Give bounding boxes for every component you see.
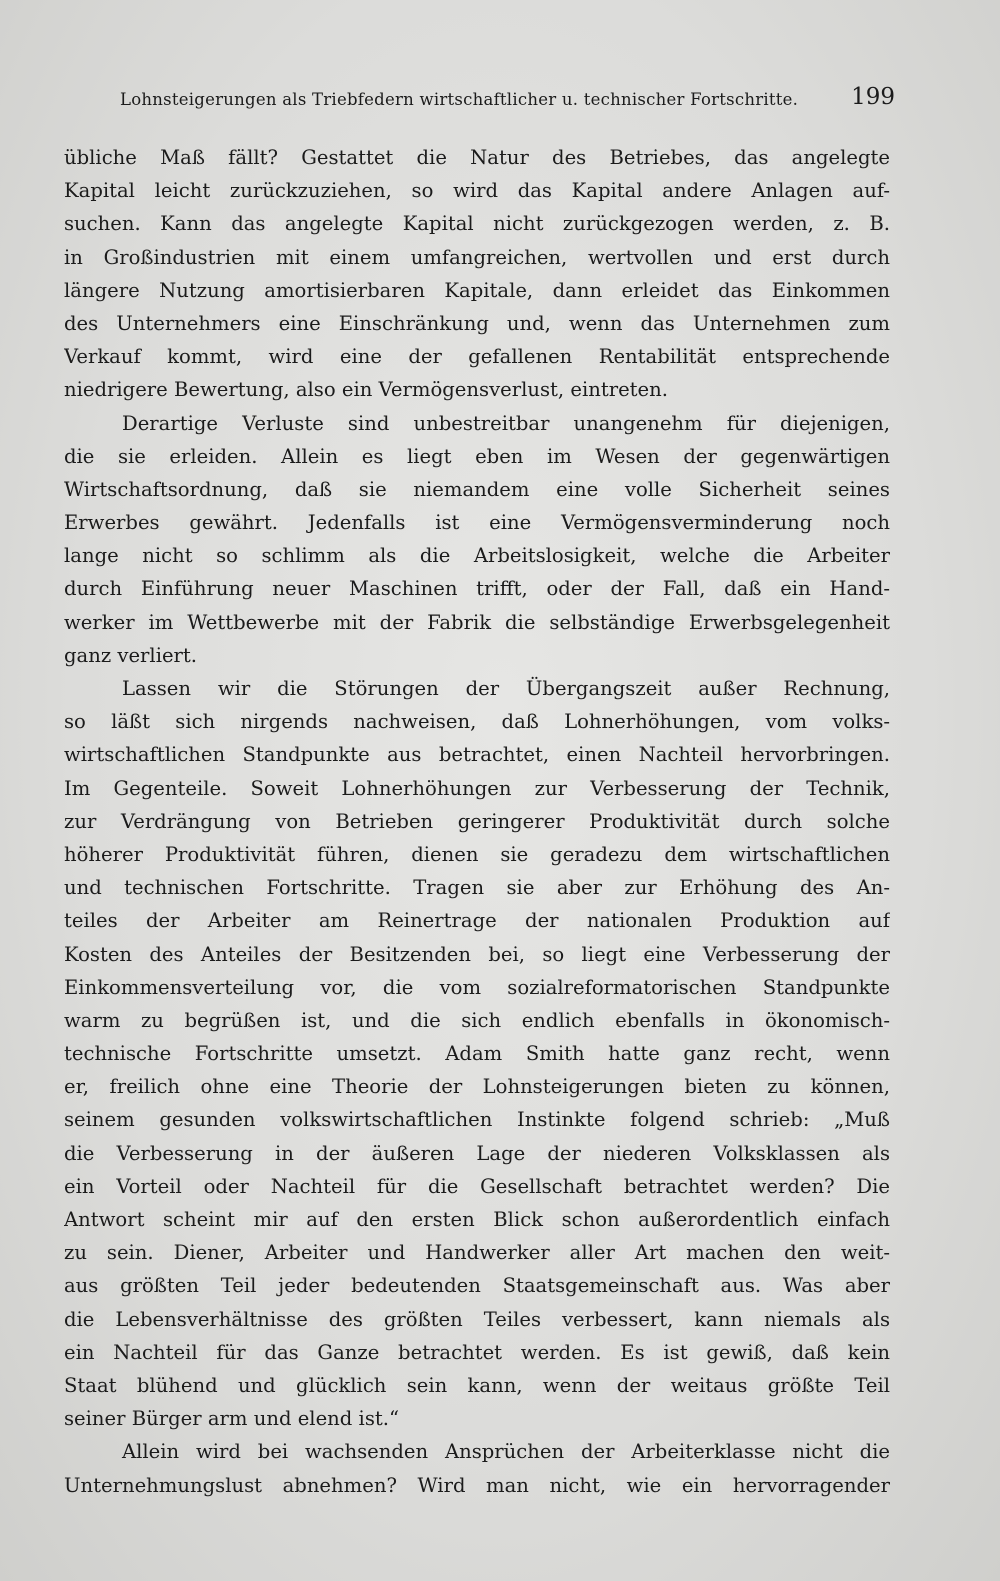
page-header <box>120 84 895 120</box>
text-line: Erwerbes gewährt. Jedenfalls ist eine Vermögensverminderung noch <box>64 511 890 535</box>
text-line: Unternehmungslust abnehmen? Wird man nicht, wie ein hervorragender <box>64 1473 890 1497</box>
text-line: teiles der Arbeiter am Reinertrage der nationalen Produktion auf <box>64 909 890 933</box>
page-number: 199 <box>851 84 895 110</box>
text-line: suchen. Kann das angelegte Kapital nicht zurückgezogen werden, z. B. <box>64 212 890 236</box>
paragraph-start-line: Derartige Verluste sind unbestreitbar unangenehm für diejenigen, <box>122 411 890 435</box>
text-line: Verkauf kommt, wird eine der gefallenen Rentabilität entsprechende <box>64 345 890 369</box>
text-line: die sie erleiden. Allein es liegt eben im Wesen der gegenwärtigen <box>64 444 890 468</box>
text-line: übliche Maß fällt? Gestattet die Natur des Betriebes, das angelegte <box>64 146 890 169</box>
text-line: warm zu begrüßen ist, und die sich endlich ebenfalls in ökonomisch- <box>64 1008 890 1032</box>
text-line: Im Gegenteile. Soweit Lohnerhöhungen zur Verbesserung der Technik, <box>64 776 890 800</box>
running-head: Lohnsteigerungen als Triebfedern wirtschaftlicher u. technischer Fortschritte. <box>120 90 799 109</box>
paragraph-start-line: Lassen wir die Störungen der Übergangszeit außer Rechnung, <box>122 677 890 700</box>
text-line: höherer Produktivität führen, dienen sie geradezu dem wirtschaftlichen <box>64 842 890 866</box>
text-line: zu sein. Diener, Arbeiter und Handwerker aller Art machen den weit- <box>64 1241 890 1265</box>
text-line: durch Einführung neuer Maschinen trifft, oder der Fall, daß ein Hand- <box>64 577 890 601</box>
text-line: ein Nachteil für das Ganze betrachtet werden. Es ist gewiß, daß kein <box>64 1340 890 1364</box>
text-line: wirtschaftlichen Standpunkte aus betrachtet, einen Nachteil hervorbringen. <box>64 743 890 767</box>
text-line: Staat blühend und glücklich sein kann, wenn der weitaus größte Teil <box>64 1373 890 1397</box>
paragraph-start-line: Allein wird bei wachsenden Ansprüchen der Arbeiterklasse nicht die <box>122 1440 890 1464</box>
text-line: lange nicht so schlimm als die Arbeitslosigkeit, welche die Arbeiter <box>64 544 890 568</box>
text-line: technische Fortschritte umsetzt. Adam Smith hatte ganz recht, wenn <box>64 1042 890 1066</box>
text-line: Einkommensverteilung vor, die vom sozialreformatorischen Standpunkte <box>64 975 890 999</box>
text-line: des Unternehmers eine Einschränkung und, wenn das Unternehmen zum <box>64 311 890 335</box>
body-text <box>64 141 890 1502</box>
text-line: und technischen Fortschritte. Tragen sie aber zur Erhöhung des An- <box>64 876 890 900</box>
text-line: in Großindustrien mit einem umfangreichen, wertvollen und erst durch <box>64 245 890 269</box>
text-line: längere Nutzung amortisierbaren Kapitale, dann erleidet das Einkommen <box>64 278 890 302</box>
text-line: die Lebensverhältnisse des größten Teiles verbessert, kann niemals als <box>64 1307 890 1331</box>
text-line: ganz verliert. <box>64 643 198 667</box>
text-line: Antwort scheint mir auf den ersten Blick schon außerordentlich einfach <box>64 1208 890 1231</box>
text-line: die Verbesserung in der äußeren Lage der niederen Volksklassen als <box>64 1141 890 1165</box>
text-line: niedrigere Bewertung, also ein Vermögensverlust, eintreten. <box>64 378 668 402</box>
text-line: Kapital leicht zurückzuziehen, so wird das Kapital andere Anlagen auf- <box>64 179 890 203</box>
text-line: Kosten des Anteiles der Besitzenden bei, so liegt eine Verbesserung der <box>64 942 890 966</box>
text-line: aus größten Teil jeder bedeutenden Staatsgemeinschaft aus. Was aber <box>64 1274 890 1298</box>
text-line: seiner Bürger arm und elend ist.“ <box>64 1407 399 1431</box>
text-line: so läßt sich nirgends nachweisen, daß Lohnerhöhungen, vom volks- <box>64 710 890 734</box>
text-line: ein Vorteil oder Nachteil für die Gesellschaft betrachtet werden? Die <box>64 1174 890 1198</box>
text-line: seinem gesunden volkswirtschaftlichen Instinkte folgend schrieb: „Muß <box>64 1108 890 1132</box>
text-line: Wirtschaftsordnung, daß sie niemandem eine volle Sicherheit seines <box>64 477 890 501</box>
text-line: zur Verdrängung von Betrieben geringerer Produktivität durch solche <box>64 809 890 833</box>
text-line: er, freilich ohne eine Theorie der Lohnsteigerungen bieten zu können, <box>64 1075 890 1099</box>
text-line: werker im Wettbewerbe mit der Fabrik die selbständige Erwerbsgelegenheit <box>64 610 890 634</box>
